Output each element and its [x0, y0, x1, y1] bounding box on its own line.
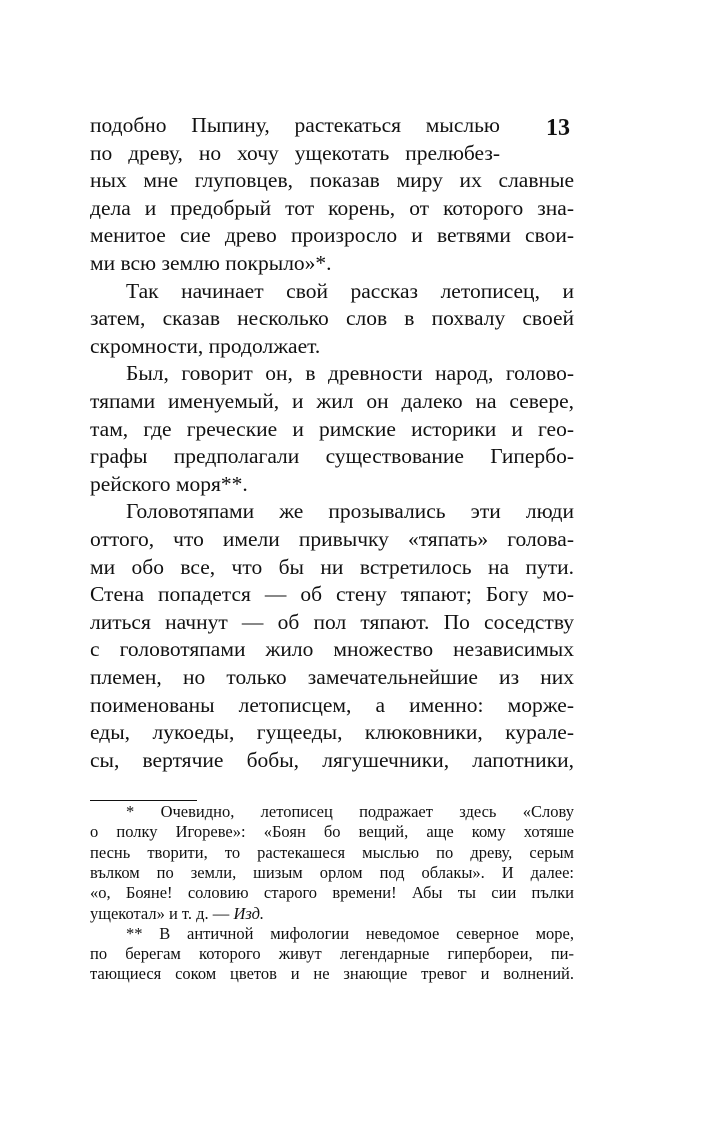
text-line: ми обо все, что бы ни встретилось на пути. — [90, 554, 574, 579]
text-line: скромности, продолжает. — [90, 333, 321, 358]
editor-mark: Изд. — [233, 903, 265, 923]
footnote-text: ** В античной мифологии неведомое северное море, — [126, 923, 574, 943]
text-line: затем, сказав несколько слов в похвалу своей — [90, 306, 574, 331]
footnote-line — [90, 843, 574, 863]
footnote-line — [90, 883, 574, 903]
text-line: Так начинает свой рассказ летописец, и — [126, 278, 574, 303]
text-line: подобно Пыпину, растекаться мыслью — [90, 113, 500, 137]
text-line: Стена попадется — об стену тяпают; Богу мо- — [90, 582, 574, 607]
footnote-line — [90, 822, 574, 842]
footnote-text: вълком по земли, шизым орлом под облакы». И далее: — [90, 862, 574, 882]
footnote-text: ущекотал» и т. д. — — [90, 903, 230, 923]
text-line: еды, лукоеды, гущееды, клюковники, курале- — [90, 720, 574, 745]
footnote-text: песнь творити, то растекашеся мыслью по древу, серым — [90, 842, 574, 862]
footnote-text: по берегам которого живут легендарные гипербореи, пи- — [90, 944, 574, 964]
page-number: 13 — [546, 115, 570, 141]
footnote-line — [90, 802, 574, 822]
text-line: с головотяпами жило множество независимых — [90, 637, 574, 662]
text-line: там, где греческие и римские историки и гео- — [90, 416, 574, 441]
footnote-text: тающиеся соком цветов и не знающие тревог и волнений. — [90, 964, 574, 984]
text-line: сы, вертячие бобы, лягушечники, лапотники, — [90, 747, 574, 772]
text-line: ми всю землю покрыло»*. — [90, 251, 332, 275]
text-line: рейского моря**. — [90, 471, 248, 496]
text-line: дела и предобрый тот корень, от которого зна- — [90, 195, 574, 220]
text-line: поименованы летописцем, а именно: морже- — [90, 692, 574, 717]
footnote-divider — [90, 800, 197, 801]
text-line: литься начнут — об пол тяпают. По соседству — [90, 609, 574, 634]
text-line: ных мне глуповцев, показав миру их славные — [90, 168, 574, 193]
text-line: оттого, что имели привычку «тяпать» голова- — [90, 527, 574, 551]
text-line: менитое сие древо произросло и ветвями свои- — [90, 223, 574, 248]
footnote-line — [90, 904, 264, 924]
text-line: по древу, но хочу ущекотать прелюбез- — [90, 140, 500, 165]
text-line: графы предполагали существование Гипербо- — [90, 444, 574, 469]
text-line: Был, говорит он, в древности народ, голово- — [126, 361, 574, 386]
footnote-line — [90, 863, 574, 883]
text-line: Головотяпами же прозывались эти люди — [126, 499, 574, 524]
footnote-text: * Очевидно, летописец подражает здесь «Слову — [126, 802, 574, 821]
text-line: племен, но только замечательнейшие из них — [90, 665, 574, 689]
footnote-line — [90, 944, 574, 964]
footnote-line — [90, 964, 574, 984]
text-line: тяпами именуемый, и жил он далеко на севере, — [90, 389, 574, 413]
footnote-text: о полку Игореве»: «Боян бо вещий, аще кому хотяше — [90, 822, 574, 842]
footnote-text: «о, Бояне! соловию старого времени! Абы ты сии пълки — [90, 883, 574, 903]
footnote-line — [90, 924, 574, 944]
